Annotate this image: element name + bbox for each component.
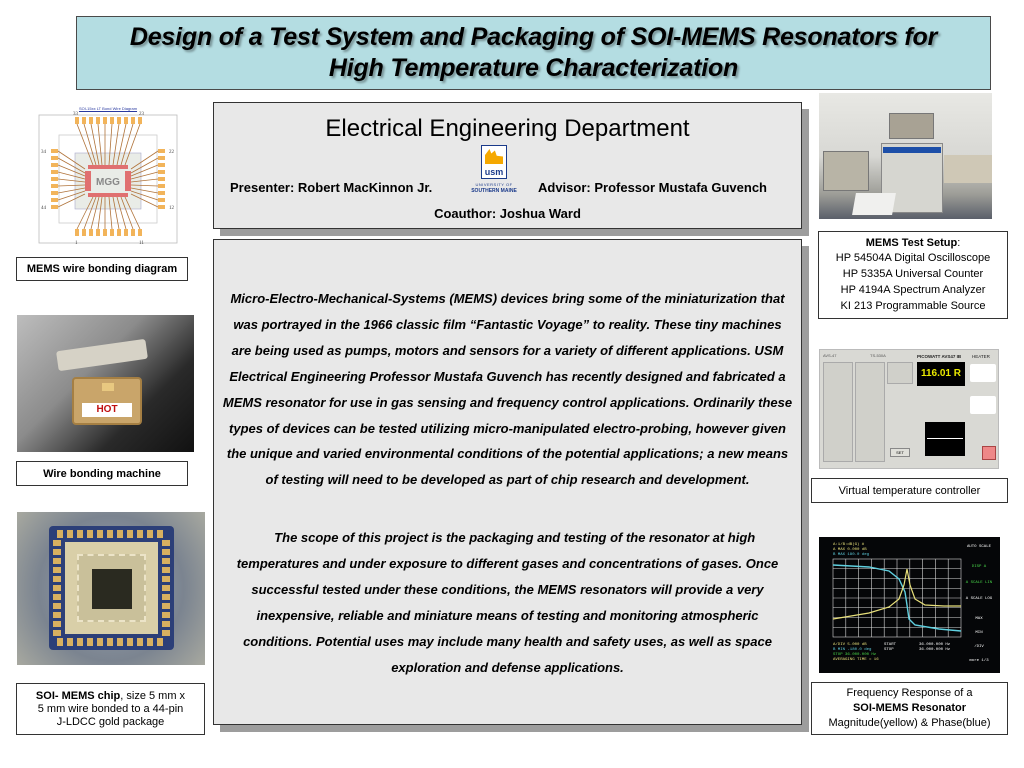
svg-text:B MAX 180.0 deg: B MAX 180.0 deg [833, 553, 870, 557]
chip-caption-line3: J-LDCC gold package [56, 715, 165, 728]
left-pins [53, 540, 61, 636]
test-setup-item: HP 5335A Universal Counter [842, 268, 984, 281]
right-pins [162, 540, 170, 636]
instrument-top [889, 113, 934, 139]
wire-bonding-machine-photo [17, 315, 194, 452]
svg-text:34: 34 [41, 150, 46, 155]
poster-title-line-2: High Temperature Characterization [328, 54, 739, 82]
usm-logo-line1: UNIVERSITY OF [475, 182, 513, 187]
svg-text:12: 12 [169, 206, 174, 211]
svg-text:A:1/B:dB(G) #: A:1/B:dB(G) # [833, 543, 865, 547]
power-gauge-icon [970, 396, 996, 414]
svg-text:START: START [884, 643, 897, 647]
presenter-name: Presenter: Robert MacKinnon Jr. [230, 180, 433, 195]
svg-text:MIN: MIN [975, 631, 983, 635]
coauthor-name: Coauthor: Joshua Ward [434, 206, 581, 221]
department-heading: Electrical Engineering Department [325, 115, 690, 142]
wire-bonding-diagram-image [33, 103, 183, 248]
papers-shape [852, 193, 896, 215]
virtual-temperature-controller-screenshot: AVS-47 TS-530A PICOWATT AVS47 IB HEATER 116.01 R SET [819, 349, 999, 469]
usm-logo-line2: SOUTHERN MAINE [471, 188, 517, 194]
chip-caption [16, 683, 205, 735]
usm-logo-emblem [481, 145, 507, 179]
svg-text:A/DIV 5.000 dB: A/DIV 5.000 dB [833, 643, 867, 647]
sailboat-icon [485, 149, 503, 164]
svg-text:AVERAGING TIME = 16: AVERAGING TIME = 16 [833, 658, 879, 662]
control-error-gauge-icon [970, 364, 996, 382]
wire-diagram-caption-text: MEMS wire bonding diagram [26, 263, 178, 275]
controller-caption [811, 478, 1008, 503]
bond-wire-diagram-graphic [33, 103, 183, 248]
top-pins [57, 530, 165, 538]
soi-mems-chip-photo [17, 512, 205, 665]
freq-caption-line1: Frequency Response of a [846, 687, 973, 699]
svg-text:MAX: MAX [975, 617, 983, 621]
rack-label-strip [883, 147, 941, 153]
svg-text:AUTO SCALE: AUTO SCALE [966, 545, 992, 549]
frequency-response-plot [819, 537, 1000, 673]
pid-settings-group [855, 362, 885, 462]
svg-text:1: 1 [75, 241, 78, 246]
test-setup-item: HP 4194A Spectrum Analyzer [840, 283, 986, 296]
advisor-name: Advisor: Professor Mustafa Guvench [538, 180, 767, 195]
bonder-arm-shape [56, 339, 148, 371]
chip-caption-line2: 5 mm wire bonded to a 44-pin [37, 702, 184, 715]
set-point-group [887, 362, 913, 384]
chip-holder-shape [102, 383, 114, 391]
abstract-paragraph-2: The scope of this project is the packaging and testing of the resonator at high temperatures and under exposure to different gases and concentrations of gases. Once successful tested under these conditions, the MEMS resonators will provide a very inexpensive, reliable and miniature means of testing and monitoring atmospheric conditions. Potential uses may include many health and safety uses, as well as space exploration and defense applications. [236, 530, 779, 675]
frequency-response-scope-photo [819, 537, 1000, 673]
svg-text:A SCALE LOG: A SCALE LOG [965, 597, 993, 601]
set-button[interactable]: SET [890, 448, 910, 457]
wire-diagram-image-title: SOI-15xx LT Bond Wire Diagram [78, 106, 138, 111]
svg-text:44: 44 [41, 206, 46, 211]
freq-caption-line3: Magnitude(yellow) & Phase(blue) [828, 717, 991, 729]
freq-caption-line2: SOI-MEMS Resonator [852, 702, 967, 714]
machine-caption-text: Wire bonding machine [43, 467, 161, 480]
chip-caption-line1: SOI- MEMS chip, size 5 mm x [35, 689, 186, 702]
test-setup-item: HP 54504A Digital Oscilloscope [835, 252, 991, 265]
test-setup-caption [818, 231, 1008, 319]
oscilloscope-shape [823, 151, 869, 191]
test-lab-photo [819, 93, 992, 219]
hot-warning-sign: HOT [82, 403, 132, 417]
svg-text:33: 33 [73, 112, 78, 117]
usm-logo [466, 145, 522, 201]
test-setup-heading: MEMS Test Setup: [865, 236, 961, 249]
abstract-paragraph-1: Micro-Electro-Mechanical-Systems (MEMS) devices bring some of the miniaturization that was portrayed in the 1966 classic film “Fantastic Voyage” to reality. These tiny machines are being used as pumps, motors and sensors for a variety of different applications. USM Electrical Engineering Professor Mustafa Guvench has recently designed and fabricated a MEMS resonator for use in gas sensing and frequency control applications. Ordinarily these types of devices can be tested utilizing micro-manipulated electro-probing, however given the unique and varied environmental conditions of the potential applications; a new means of testing will need to be developed as part of chip research and development. [222, 291, 793, 488]
svg-text:more 1/3: more 1/3 [969, 659, 989, 663]
svg-text:STOP 36.000.000 Hz: STOP 36.000.000 Hz [833, 653, 877, 657]
wire-diagram-caption [16, 257, 188, 281]
svg-text:22: 22 [169, 150, 174, 155]
svg-text:23: 23 [139, 112, 144, 117]
bench-shape [944, 155, 992, 183]
svg-text:MGG: MGG [96, 177, 120, 188]
svg-text:B MIN -180.0 deg: B MIN -180.0 deg [833, 648, 872, 652]
poster-title-banner [76, 16, 991, 90]
trend-graph [925, 422, 965, 456]
bottom-pins [57, 638, 165, 646]
mems-die [92, 569, 132, 609]
abstract-panel [213, 239, 802, 725]
svg-text:A MAX 0.000 dB: A MAX 0.000 dB [833, 548, 867, 552]
test-setup-item: KI 213 Programmable Source [840, 299, 986, 312]
heater-label: HEATER [972, 354, 990, 359]
svg-text:/DIV: /DIV [974, 645, 984, 649]
usm-logo-abbrev: usm [484, 167, 504, 177]
svg-text:36.000.000 Hz: 36.000.000 Hz [919, 648, 951, 652]
frequency-response-caption [811, 682, 1008, 735]
machine-caption [16, 461, 188, 486]
resistance-display: 116.01 R [917, 362, 965, 386]
input-settings-group [823, 362, 853, 462]
svg-text:STOP: STOP [884, 648, 894, 652]
svg-text:DISP A: DISP A [971, 565, 987, 569]
controller-panel-title: PICOWATT AVS47 IB [917, 354, 962, 359]
svg-text:36.000.000 Hz: 36.000.000 Hz [919, 643, 951, 647]
poster-title-line-1: Design of a Test System and Packaging of SOI-MEMS Resonators for [129, 23, 938, 51]
svg-text:11: 11 [139, 241, 144, 246]
header-panel [213, 102, 802, 229]
stop-button[interactable] [982, 446, 996, 460]
controller-caption-text: Virtual temperature controller [838, 484, 981, 497]
svg-text:A SCALE LIN: A SCALE LIN [965, 581, 993, 585]
